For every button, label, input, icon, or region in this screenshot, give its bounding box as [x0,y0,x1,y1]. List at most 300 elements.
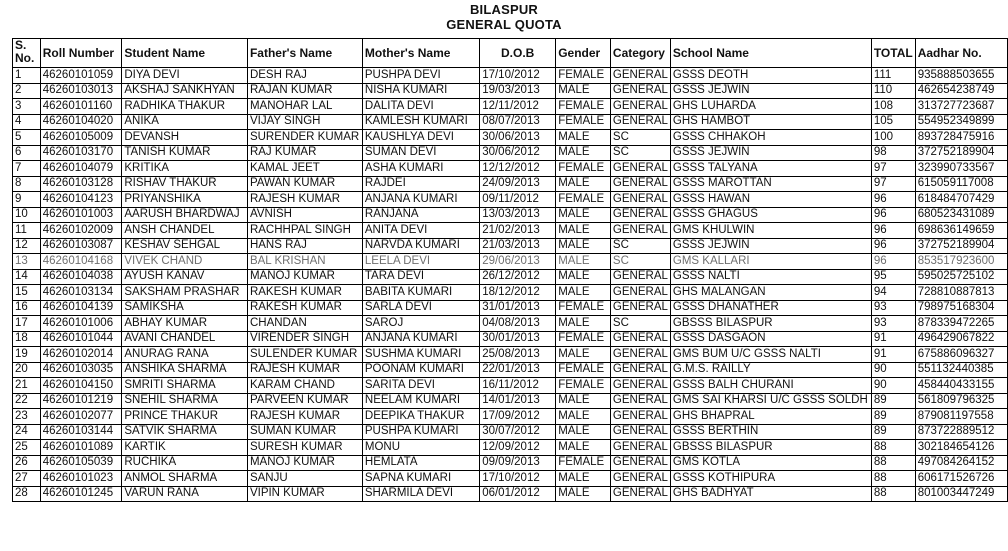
cell-gender: FEMALE [556,362,611,378]
cell-father-name: RAKESH KUMAR [247,285,362,301]
title-block [0,2,1008,32]
cell-roll-number: 46260101089 [40,440,122,456]
cell-school-name: GSSS DEOTH [670,68,871,84]
cell-sno: 28 [13,486,41,502]
cell-student-name: KESHAV SEHGAL [122,238,248,254]
cell-roll-number: 46260104139 [40,300,122,316]
table-row [13,378,1008,394]
cell-total: 89 [871,409,915,425]
cell-dob: 09/09/2013 [480,455,556,471]
cell-school-name: GSSS CHHAKOH [670,130,871,146]
cell-roll-number: 46260103134 [40,285,122,301]
cell-sno: 5 [13,130,41,146]
cell-father-name: PAWAN KUMAR [247,176,362,192]
cell-school-name: GSSS BERTHIN [670,424,871,440]
cell-school-name: GMS KALLARI [670,254,871,270]
cell-father-name: RAJ KUMAR [247,145,362,161]
cell-roll-number: 46260103087 [40,238,122,254]
cell-sno: 12 [13,238,41,254]
cell-mother-name: DALITA DEVI [362,99,479,115]
cell-roll-number: 46260103128 [40,176,122,192]
cell-sno: 26 [13,455,41,471]
cell-sno: 9 [13,192,41,208]
cell-total: 111 [871,68,915,84]
cell-category: GENERAL [610,161,670,177]
cell-total: 88 [871,486,915,502]
table-row [13,409,1008,425]
cell-sno: 23 [13,409,41,425]
cell-dob: 26/12/2012 [480,269,556,285]
cell-mother-name: BABITA KUMARI [362,285,479,301]
cell-category: GENERAL [610,83,670,99]
cell-sno: 22 [13,393,41,409]
cell-roll-number: 46260104150 [40,378,122,394]
cell-student-name: RADHIKA THAKUR [122,99,248,115]
cell-sno: 10 [13,207,41,223]
cell-school-name: GSSS DASGAON [670,331,871,347]
cell-mother-name: NEELAM KUMARI [362,393,479,409]
cell-aadhar-no: 497084264152 [915,455,1007,471]
cell-dob: 08/07/2013 [480,114,556,130]
cell-roll-number: 46260101044 [40,331,122,347]
cell-total: 89 [871,393,915,409]
cell-category: GENERAL [610,455,670,471]
cell-dob: 21/02/2013 [480,223,556,239]
cell-gender: MALE [556,424,611,440]
col-header-gender: Gender [556,39,611,68]
cell-school-name: GBSSS BILASPUR [670,440,871,456]
cell-sno: 17 [13,316,41,332]
cell-mother-name: SHARMILA DEVI [362,486,479,502]
cell-school-name: GHS MALANGAN [670,285,871,301]
cell-student-name: SATVIK SHARMA [122,424,248,440]
cell-gender: FEMALE [556,300,611,316]
cell-category: GENERAL [610,114,670,130]
cell-gender: FEMALE [556,192,611,208]
col-header-dob: D.O.B [480,39,556,68]
table-body [13,68,1008,502]
cell-aadhar-no: 302184654126 [915,440,1007,456]
cell-total: 91 [871,347,915,363]
cell-mother-name: RANJANA [362,207,479,223]
cell-sno: 6 [13,145,41,161]
cell-dob: 18/12/2012 [480,285,556,301]
merit-list-table [12,38,1008,502]
cell-mother-name: NISHA KUMARI [362,83,479,99]
cell-total: 88 [871,455,915,471]
cell-aadhar-no: 675886096327 [915,347,1007,363]
table-row [13,316,1008,332]
cell-school-name: GSSS HAWAN [670,192,871,208]
cell-student-name: ANSH CHANDEL [122,223,248,239]
cell-aadhar-no: 680523431089 [915,207,1007,223]
cell-gender: FEMALE [556,99,611,115]
cell-dob: 31/01/2013 [480,300,556,316]
cell-aadhar-no: 853517923600 [915,254,1007,270]
cell-school-name: GSSS NALTI [670,269,871,285]
cell-total: 108 [871,99,915,115]
table-row [13,145,1008,161]
cell-sno: 14 [13,269,41,285]
cell-student-name: AYUSH KANAV [122,269,248,285]
cell-aadhar-no: 554952349899 [915,114,1007,130]
col-header-sno-line1: S. [15,38,27,52]
cell-student-name: SAKSHAM PRASHAR [122,285,248,301]
cell-father-name: SURESH KUMAR [247,440,362,456]
cell-dob: 14/01/2013 [480,393,556,409]
cell-father-name: RACHHPAL SINGH [247,223,362,239]
cell-aadhar-no: 462654238749 [915,83,1007,99]
cell-roll-number: 46260103170 [40,145,122,161]
cell-father-name: MANOJ KUMAR [247,269,362,285]
cell-gender: MALE [556,285,611,301]
col-header-father: Father's Name [247,39,362,68]
cell-mother-name: NARVDA KUMARI [362,238,479,254]
cell-sno: 21 [13,378,41,394]
cell-gender: MALE [556,238,611,254]
cell-gender: MALE [556,130,611,146]
cell-school-name: GMS SAI KHARSI U/C GSSS SOLDH [670,393,871,409]
cell-student-name: VIVEK CHAND [122,254,248,270]
cell-aadhar-no: 728810887813 [915,285,1007,301]
cell-school-name: GMS KOTLA [670,455,871,471]
cell-student-name: ANMOL SHARMA [122,471,248,487]
table-row [13,486,1008,502]
table-row [13,238,1008,254]
cell-roll-number: 46260104038 [40,269,122,285]
table-row [13,300,1008,316]
cell-student-name: ANURAG RANA [122,347,248,363]
cell-sno: 20 [13,362,41,378]
cell-father-name: MANOHAR LAL [247,99,362,115]
table-row [13,285,1008,301]
cell-mother-name: PUSHPA KUMARI [362,424,479,440]
cell-category: GENERAL [610,331,670,347]
cell-gender: MALE [556,269,611,285]
cell-roll-number: 46260104168 [40,254,122,270]
cell-father-name: KARAM CHAND [247,378,362,394]
cell-dob: 17/09/2012 [480,409,556,425]
cell-sno: 8 [13,176,41,192]
col-header-mother: Mother's Name [362,39,479,68]
cell-student-name: RUCHIKA [122,455,248,471]
cell-school-name: GSSS TALYANA [670,161,871,177]
cell-roll-number: 46260105009 [40,130,122,146]
cell-category: GENERAL [610,300,670,316]
cell-mother-name: KAUSHLYA DEVI [362,130,479,146]
cell-student-name: KARTIK [122,440,248,456]
cell-total: 90 [871,362,915,378]
cell-father-name: RAJESH KUMAR [247,192,362,208]
cell-father-name: SUMAN KUMAR [247,424,362,440]
cell-aadhar-no: 935888503655 [915,68,1007,84]
cell-total: 97 [871,161,915,177]
table-row [13,440,1008,456]
cell-total: 96 [871,207,915,223]
cell-total: 98 [871,145,915,161]
cell-father-name: VIJAY SINGH [247,114,362,130]
cell-category: SC [610,254,670,270]
cell-roll-number: 46260104123 [40,192,122,208]
cell-sno: 2 [13,83,41,99]
cell-dob: 16/11/2012 [480,378,556,394]
col-header-aadhar: Aadhar No. [915,39,1007,68]
cell-category: GENERAL [610,223,670,239]
cell-aadhar-no: 561809796325 [915,393,1007,409]
table-row [13,176,1008,192]
table-row [13,114,1008,130]
cell-sno: 27 [13,471,41,487]
cell-aadhar-no: 551132440385 [915,362,1007,378]
table-row [13,471,1008,487]
table-row [13,269,1008,285]
cell-aadhar-no: 618484707429 [915,192,1007,208]
cell-aadhar-no: 496429067822 [915,331,1007,347]
cell-student-name: ANSHIKA SHARMA [122,362,248,378]
cell-aadhar-no: 698636149659 [915,223,1007,239]
cell-school-name: GSSS DHANATHER [670,300,871,316]
cell-school-name: GSSS JEJWIN [670,83,871,99]
cell-aadhar-no: 606171526726 [915,471,1007,487]
cell-dob: 30/06/2012 [480,145,556,161]
cell-father-name: SANJU [247,471,362,487]
cell-category: GENERAL [610,409,670,425]
cell-father-name: DESH RAJ [247,68,362,84]
cell-sno: 25 [13,440,41,456]
cell-father-name: MANOJ KUMAR [247,455,362,471]
cell-category: GENERAL [610,393,670,409]
cell-gender: MALE [556,486,611,502]
cell-student-name: KRITIKA [122,161,248,177]
cell-category: GENERAL [610,269,670,285]
cell-school-name: GSSS MAROTTAN [670,176,871,192]
cell-student-name: SNEHIL SHARMA [122,393,248,409]
cell-gender: FEMALE [556,114,611,130]
cell-student-name: VARUN RANA [122,486,248,502]
cell-aadhar-no: 372752189904 [915,145,1007,161]
cell-roll-number: 46260101245 [40,486,122,502]
cell-dob: 30/01/2013 [480,331,556,347]
cell-aadhar-no: 801003447249 [915,486,1007,502]
cell-student-name: SAMIKSHA [122,300,248,316]
cell-school-name: GHS LUHARDA [670,99,871,115]
cell-student-name: AARUSH BHARDWAJ [122,207,248,223]
cell-mother-name: SAROJ [362,316,479,332]
cell-gender: MALE [556,83,611,99]
quota-title: GENERAL QUOTA [446,17,562,32]
cell-aadhar-no: 595025725102 [915,269,1007,285]
cell-total: 88 [871,440,915,456]
cell-student-name: PRIYANSHIKA [122,192,248,208]
cell-father-name: RAJESH KUMAR [247,362,362,378]
cell-category: GENERAL [610,471,670,487]
cell-roll-number: 46260103013 [40,83,122,99]
cell-category: GENERAL [610,192,670,208]
cell-total: 96 [871,223,915,239]
cell-student-name: ANIKA [122,114,248,130]
cell-gender: MALE [556,223,611,239]
cell-school-name: GSSS BALH CHURANI [670,378,871,394]
cell-gender: MALE [556,440,611,456]
cell-roll-number: 46260103144 [40,424,122,440]
cell-mother-name: PUSHPA DEVI [362,68,479,84]
cell-father-name: PARVEEN KUMAR [247,393,362,409]
cell-total: 97 [871,176,915,192]
cell-total: 105 [871,114,915,130]
cell-aadhar-no: 458440433155 [915,378,1007,394]
table-row [13,68,1008,84]
cell-dob: 12/12/2012 [480,161,556,177]
cell-school-name: GHS HAMBOT [670,114,871,130]
cell-sno: 24 [13,424,41,440]
cell-total: 95 [871,269,915,285]
cell-school-name: GHS BHAPRAL [670,409,871,425]
cell-aadhar-no: 798975168304 [915,300,1007,316]
cell-mother-name: ASHA KUMARI [362,161,479,177]
cell-category: GENERAL [610,362,670,378]
cell-student-name: AKSHAJ SANKHYAN [122,83,248,99]
cell-mother-name: SARLA DEVI [362,300,479,316]
cell-gender: FEMALE [556,331,611,347]
cell-roll-number: 46260101006 [40,316,122,332]
col-header-roll: Roll Number [40,39,122,68]
cell-student-name: RISHAV THAKUR [122,176,248,192]
cell-sno: 11 [13,223,41,239]
cell-student-name: ABHAY KUMAR [122,316,248,332]
cell-school-name: GMS KHULWIN [670,223,871,239]
cell-mother-name: SARITA DEVI [362,378,479,394]
cell-category: GENERAL [610,440,670,456]
cell-gender: MALE [556,145,611,161]
cell-father-name: KAMAL JEET [247,161,362,177]
cell-sno: 16 [13,300,41,316]
cell-school-name: GMS BUM U/C GSSS NALTI [670,347,871,363]
cell-student-name: SMRITI SHARMA [122,378,248,394]
col-header-sno-line2: No. [15,51,35,65]
cell-father-name: HANS RAJ [247,238,362,254]
cell-mother-name: ANJANA KUMARI [362,331,479,347]
cell-category: GENERAL [610,424,670,440]
cell-aadhar-no: 878339472265 [915,316,1007,332]
cell-sno: 18 [13,331,41,347]
cell-category: GENERAL [610,347,670,363]
cell-category: SC [610,316,670,332]
cell-school-name: GSSS JEJWIN [670,238,871,254]
cell-aadhar-no: 372752189904 [915,238,1007,254]
cell-category: GENERAL [610,99,670,115]
cell-school-name: GBSSS BILASPUR [670,316,871,332]
cell-dob: 25/08/2013 [480,347,556,363]
cell-aadhar-no: 323990733567 [915,161,1007,177]
cell-gender: MALE [556,207,611,223]
cell-gender: MALE [556,316,611,332]
table-row [13,424,1008,440]
cell-dob: 21/03/2013 [480,238,556,254]
cell-roll-number: 46260105039 [40,455,122,471]
cell-roll-number: 46260101160 [40,99,122,115]
col-header-student: Student Name [122,39,248,68]
cell-student-name: AVANI CHANDEL [122,331,248,347]
cell-father-name: SULENDER KUMAR [247,347,362,363]
cell-mother-name: TARA DEVI [362,269,479,285]
cell-roll-number: 46260102077 [40,409,122,425]
cell-roll-number: 46260101003 [40,207,122,223]
cell-school-name: GSSS JEJWIN [670,145,871,161]
cell-category: SC [610,145,670,161]
cell-father-name: RAJESH KUMAR [247,409,362,425]
cell-roll-number: 46260102014 [40,347,122,363]
cell-dob: 24/09/2013 [480,176,556,192]
cell-school-name: G.M.S. RAILLY [670,362,871,378]
cell-total: 88 [871,471,915,487]
cell-mother-name: SUSHMA KUMARI [362,347,479,363]
cell-dob: 17/10/2012 [480,471,556,487]
header-row [13,39,1008,68]
cell-father-name: BAL KRISHAN [247,254,362,270]
cell-gender: MALE [556,254,611,270]
cell-sno: 1 [13,68,41,84]
table-row [13,347,1008,363]
cell-student-name: PRINCE THAKUR [122,409,248,425]
cell-aadhar-no: 873722889512 [915,424,1007,440]
cell-father-name: RAKESH KUMAR [247,300,362,316]
cell-gender: MALE [556,409,611,425]
cell-father-name: RAJAN KUMAR [247,83,362,99]
table-row [13,331,1008,347]
cell-category: GENERAL [610,486,670,502]
cell-dob: 06/01/2012 [480,486,556,502]
cell-dob: 13/03/2013 [480,207,556,223]
cell-dob: 17/10/2012 [480,68,556,84]
cell-dob: 22/01/2013 [480,362,556,378]
col-header-sno [13,39,41,68]
cell-total: 93 [871,300,915,316]
cell-student-name: DIYA DEVI [122,68,248,84]
cell-dob: 12/09/2012 [480,440,556,456]
cell-roll-number: 46260104020 [40,114,122,130]
cell-sno: 7 [13,161,41,177]
table-row [13,254,1008,270]
cell-total: 89 [871,424,915,440]
cell-total: 100 [871,130,915,146]
cell-sno: 15 [13,285,41,301]
cell-mother-name: KAMLESH KUMARI [362,114,479,130]
cell-mother-name: POONAM KUMARI [362,362,479,378]
table-row [13,83,1008,99]
cell-sno: 3 [13,99,41,115]
table-row [13,455,1008,471]
cell-sno: 4 [13,114,41,130]
cell-father-name: CHANDAN [247,316,362,332]
table-row [13,362,1008,378]
cell-total: 96 [871,254,915,270]
cell-category: SC [610,130,670,146]
col-header-category: Category [610,39,670,68]
cell-roll-number: 46260101023 [40,471,122,487]
table-row [13,393,1008,409]
cell-aadhar-no: 893728475916 [915,130,1007,146]
table-row [13,130,1008,146]
cell-category: SC [610,238,670,254]
cell-mother-name: LEELA DEVI [362,254,479,270]
cell-student-name: TANISH KUMAR [122,145,248,161]
cell-gender: MALE [556,471,611,487]
cell-total: 90 [871,378,915,394]
cell-total: 94 [871,285,915,301]
cell-total: 96 [871,192,915,208]
cell-category: GENERAL [610,378,670,394]
cell-dob: 12/11/2012 [480,99,556,115]
